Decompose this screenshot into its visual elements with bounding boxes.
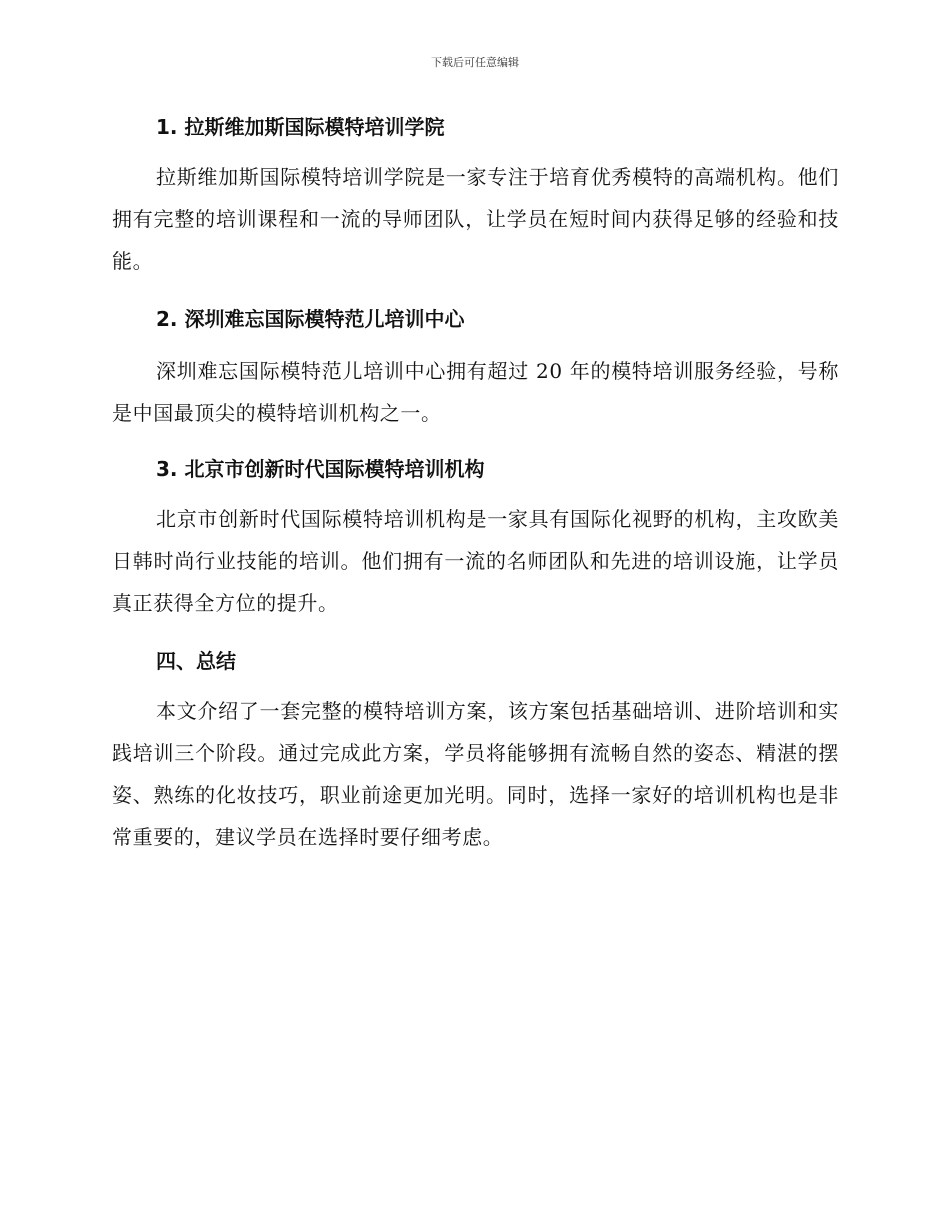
section-heading-summary: 四、总结 <box>156 649 236 673</box>
section-heading-shenzhen: 2. 深圳难忘国际模特范儿培训中心 <box>156 307 465 331</box>
section-body-vegas: 拉斯维加斯国际模特培训学院是一家专注于培育优秀模特的高端机构。他们拥有完整的培训课程和一流的导师团队，让学员在短时间内获得足够的经验和技能。 <box>112 165 839 273</box>
section-heading-beijing: 3. 北京市创新时代国际模特培训机构 <box>156 457 485 481</box>
document-body <box>112 110 839 858</box>
page-header: 下载后可任意编辑 <box>431 56 519 69</box>
section-heading-vegas: 1. 拉斯维加斯国际模特培训学院 <box>156 115 445 139</box>
section-body-summary: 本文介绍了一套完整的模特培训方案，该方案包括基础培训、进阶培训和实践培训三个阶段。通过完成此方案，学员将能够拥有流畅自然的姿态、精湛的摆姿、熟练的化妆技巧，职业前途更加光明。同时，选择一家好的培训机构也是非常重要的，建议学员在选择时要仔细考虑。 <box>112 699 839 849</box>
section-body-beijing: 北京市创新时代国际模特培训机构是一家具有国际化视野的机构，主攻欧美日韩时尚行业技能的培训。他们拥有一流的名师团队和先进的培训设施，让学员真正获得全方位的提升。 <box>112 507 839 615</box>
section-body-shenzhen: 深圳难忘国际模特范儿培训中心拥有超过 20 年的模特培训服务经验，号称是中国最顶尖的模特培训机构之一。 <box>112 359 839 425</box>
